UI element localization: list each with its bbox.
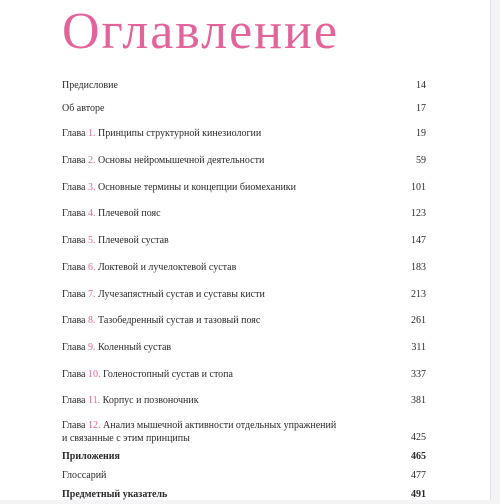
toc-page-number: 213 [411,288,426,300]
toc-page-number: 465 [411,450,426,462]
toc-entry-preface[interactable] [62,76,426,95]
toc-entry-label [62,365,233,384]
toc-entry-chapter-3[interactable] [62,175,426,198]
chapter-title: Тазобедренный сустав и тазовый пояс [98,315,261,327]
toc-page-number: 261 [411,315,426,327]
toc-entry-label [62,419,336,445]
chapter-number: 10. [88,368,101,380]
chapter-number: 8. [88,315,96,327]
chapter-title-continued: и связанные с этим принципы [62,432,190,444]
toc-entry-label [62,338,171,357]
toc-page-number: 183 [411,261,426,273]
chapter-number: 12. [88,419,101,431]
toc-page-number: 19 [416,128,426,140]
chapter-title: Плечевой сустав [98,235,169,247]
chapter-number: 4. [88,208,96,220]
toc-entry-label [62,311,260,330]
toc-entry-label: Предметный указатель [62,488,168,500]
toc-entry-label: Глоссарий [62,469,107,481]
chapter-number: 11. [88,395,101,407]
chapter-number: 1. [88,128,96,140]
toc-entry-chapter-7[interactable] [62,282,426,305]
toc-entry-chapter-9[interactable] [62,335,426,358]
chapter-number: 2. [88,155,96,167]
toc-entry-label [62,178,296,197]
toc-entry-label [62,285,265,304]
toc-entry-label [62,151,264,170]
chapter-prefix: Глава [62,261,86,273]
chapter-prefix: Глава [62,208,86,220]
chapter-title: Основные термины и концепции биомеханики [98,181,297,193]
toc-entry-chapter-4[interactable] [62,201,426,224]
toc-entry-label [62,231,169,250]
toc-entry-chapter-8[interactable] [62,308,426,331]
chapter-prefix: Глава [62,341,86,353]
chapter-prefix: Глава [62,235,86,247]
toc-page-number: 17 [416,102,426,114]
toc-entry-label: Приложения [62,450,120,462]
toc-page-number: 147 [411,235,426,247]
toc-entry-glossary[interactable] [62,466,426,485]
chapter-title: Анализ мышечной активности отдельных упражнений [103,419,337,431]
toc-entry-label [62,124,261,143]
toc-entry-index[interactable] [62,485,426,504]
chapter-prefix: Глава [62,288,86,300]
chapter-prefix: Глава [62,155,86,167]
chapter-number: 7. [88,288,96,300]
chapter-title: Голеностопный сустав и стопа [103,368,233,380]
chapter-title: Основы нейромышечной деятельности [98,155,265,167]
toc-page-number: 381 [411,395,426,407]
toc-page-number: 123 [411,208,426,220]
toc-entry-label [62,391,199,410]
toc-page-number: 477 [411,469,426,481]
toc-page-number: 491 [411,488,426,500]
chapter-prefix: Глава [62,315,86,327]
chapter-prefix: Глава [62,128,86,140]
toc-page-number: 337 [411,368,426,380]
chapter-title: Корпус и позвоночник [102,395,199,407]
toc-page-number: 59 [416,155,426,167]
toc-entry-about-author[interactable] [62,99,426,118]
toc-entry-label: Об авторе [62,102,105,114]
chapter-number: 5. [88,235,96,247]
chapter-title: Локтевой и лучелоктевой сустав [98,261,237,273]
toc-entry-chapter-12[interactable] [62,415,426,447]
chapter-title: Лучезапястный сустав и суставы кисти [98,288,265,300]
chapter-number: 9. [88,341,96,353]
toc-entry-label: Предисловие [62,80,118,91]
toc-page-number: 311 [411,341,426,353]
chapter-prefix: Глава [62,395,86,407]
chapter-title: Коленный сустав [98,341,172,353]
chapter-prefix: Глава [62,419,86,431]
chapter-prefix: Глава [62,368,86,380]
page-title: Оглавление [62,3,339,60]
toc-entry-label [62,204,161,223]
toc-entry-chapter-10[interactable] [62,362,426,385]
toc-entry-chapter-2[interactable] [62,148,426,171]
toc-entry-chapter-11[interactable] [62,388,426,411]
chapter-title: Плечевой пояс [98,208,161,220]
table-of-contents [62,76,426,504]
chapter-title: Принципы структурной кинезиологии [98,128,262,140]
toc-entry-chapter-6[interactable] [62,255,426,278]
chapter-number: 6. [88,261,96,273]
toc-page-number: 101 [411,181,426,193]
toc-entry-appendices[interactable] [62,447,426,466]
chapter-number: 3. [88,181,96,193]
toc-page-number: 425 [411,431,426,443]
toc-entry-label [62,258,236,277]
chapter-prefix: Глава [62,181,86,193]
toc-page-number: 14 [416,80,426,91]
toc-entry-chapter-1[interactable] [62,121,426,144]
toc-entry-chapter-5[interactable] [62,228,426,251]
